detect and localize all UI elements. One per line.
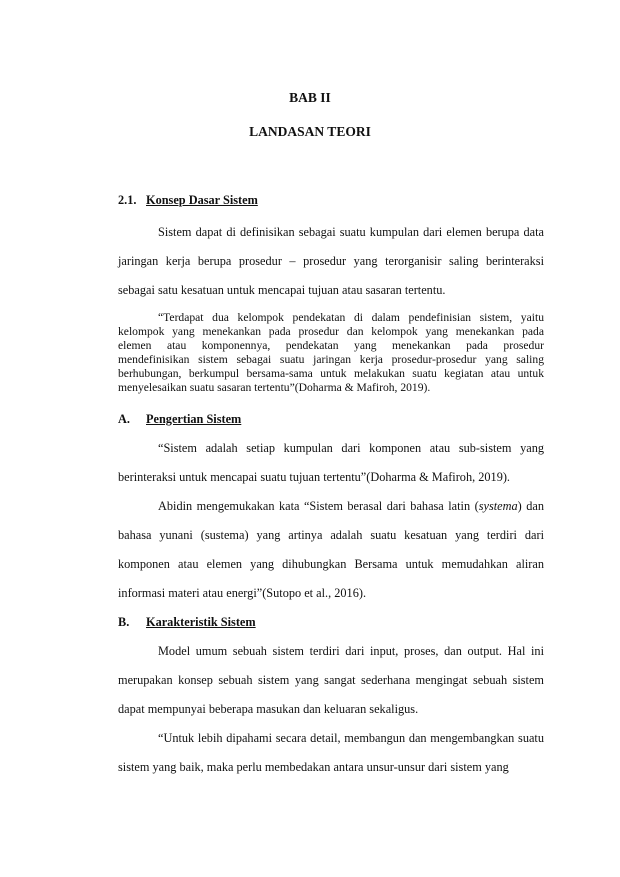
paragraph-line: Sistem dapat di definisikan sebagai suatu kumpulan dari elemen berupa data [158,225,544,239]
quote-line: elemen atau komponennya, pendekatan yang menekankan pada prosedur [118,339,544,352]
quote-line: berhubungan, berkumpul bersama-sama untuk melakukan suatu kegiatan atau untuk [118,367,544,380]
quote-line: mendefinisikan sistem sebagai suatu jaringan kerja prosedur-prosedur yang saling [118,353,544,366]
paragraph-line: sistem yang baik, maka perlu membedakan antara unsur-unsur dari sistem yang [118,760,509,774]
paragraph-line: bahasa yunani (sustema) yang artinya adalah suatu kesatuan yang terdiri dari [118,528,544,542]
paragraph-line: komponen atau elemen yang dihubungkan Bersama untuk memudahkan aliran [118,557,544,571]
chapter-label: BAB II [289,90,331,105]
section-title: Karakteristik Sistem [146,615,256,629]
chapter-title: LANDASAN TEORI [249,124,371,139]
paragraph-line: sebagai satu kesatuan untuk mencapai tujuan atau sasaran tertentu. [118,283,446,297]
text-span: ) dan [517,499,544,513]
paragraph-line: dapat mempunyai beberapa masukan dan keluaran sekaligus. [118,702,419,716]
section-number: 2.1. [118,193,137,207]
paragraph-line: jaringan kerja berupa prosedur – prosedur yang terorganisir saling berinteraksi [118,254,544,268]
section-heading-2-1 [118,192,544,208]
section-title: Konsep Dasar Sistem [146,193,258,207]
paragraph-line [158,498,544,514]
paragraph-line: informasi materi atau energi”(Sutopo et al., 2016). [118,586,367,600]
paragraph-line: “Untuk lebih dipahami secara detail, membangun dan mengembangkan suatu [158,731,544,745]
section-heading-b [118,614,544,630]
text-span: Abidin mengemukakan kata “Sistem berasal dari bahasa latin ( [158,499,479,513]
section-letter: A. [118,412,130,426]
italic-term: systema [478,499,518,513]
paragraph-line: berinteraksi untuk mencapai suatu tujuan tertentu”(Doharma & Mafiroh, 2019). [118,470,511,484]
section-heading-a [118,411,544,427]
quote-line: kelompok yang menekankan pada prosedur dan kelompok yang menekankan pada [118,325,544,338]
paragraph-line: “Sistem adalah setiap kumpulan dari komponen atau sub-sistem yang [158,441,544,455]
paragraph-line: Model umum sebuah sistem terdiri dari input, proses, dan output. Hal ini [158,644,544,658]
quote-line: menyelesaikan suatu sasaran tertentu”(Doharma & Mafiroh, 2019). [118,381,431,394]
section-title: Pengertian Sistem [146,412,242,426]
section-letter: B. [118,615,130,629]
quote-line: “Terdapat dua kelompok pendekatan di dalam pendefinisian sistem, yaitu [158,311,544,324]
paragraph-line: merupakan konsep sebuah sistem yang sangat sederhana mengingat sebuah sistem [118,673,544,687]
